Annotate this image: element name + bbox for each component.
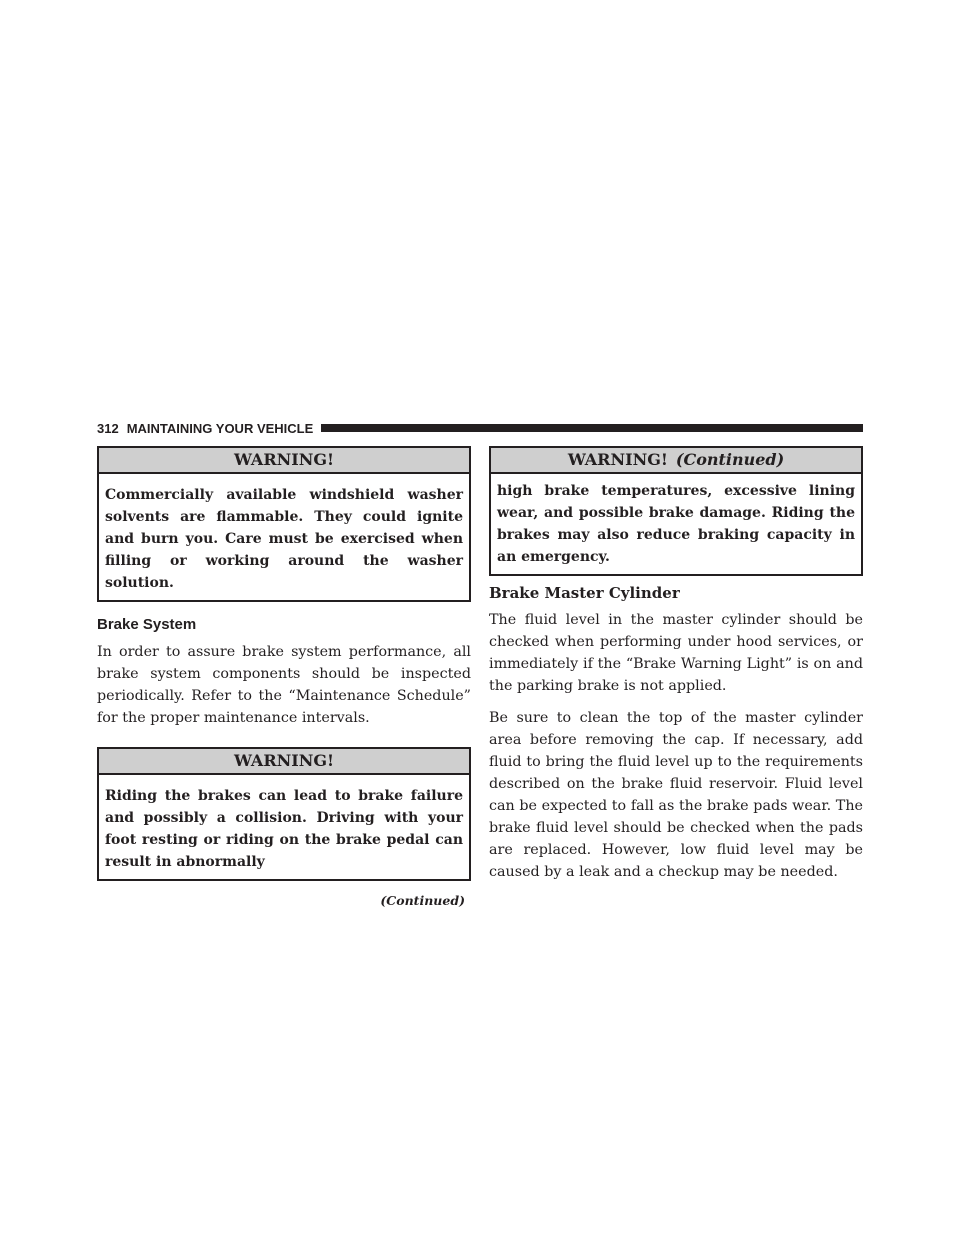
warning-continued-label: (Continued) [675, 450, 785, 469]
continued-label: (Continued) [380, 893, 465, 908]
warning-text: high brake temperatures, excessive lining wear, and possible brake damage. Riding the brakes may also reduce braking capacity in an emergency. [497, 483, 855, 565]
left-column [97, 446, 471, 908]
brake-master-cylinder-heading: Brake Master Cylinder [489, 584, 680, 602]
riding-brakes-warning-continued [489, 446, 863, 576]
master-cylinder-paragraph-2: Be sure to clean the top of the master cylinder area before removing the cap. If necessary, add fluid to bring the fluid level up to the requirements described on the brake fluid reservoir. Fluid level can be expected to fall as the brake pads wear. The brake fluid level should be checked when the pads are replaced. However, low fluid level may be caused by a leak and a checkup may be needed. [489, 710, 863, 880]
page-header [97, 418, 863, 438]
right-column [489, 446, 863, 893]
header-rule [321, 424, 863, 432]
warning-title-text: WARNING! [567, 450, 668, 469]
master-cylinder-paragraph-1: The fluid level in the master cylinder should be checked when performing under hood services, or immediately if the “Brake Warning Light” is on and the parking brake is not applied. [489, 612, 863, 694]
washer-solvent-warning [97, 446, 471, 602]
page-number: 312 [97, 420, 119, 436]
section-title: MAINTAINING YOUR VEHICLE [126, 420, 314, 436]
brake-system-paragraph: In order to assure brake system performance, all brake system components should be inspected periodically. Refer to the “Maintenance Schedule” for the proper maintenance intervals. [97, 644, 471, 726]
warning-title: WARNING! [99, 448, 469, 474]
brake-system-heading: Brake System [97, 616, 197, 633]
warning-text: Riding the brakes can lead to brake failure and possibly a collision. Driving with your foot resting or riding on the brake pedal can result in abnormally [105, 788, 463, 870]
riding-brakes-warning [97, 747, 471, 881]
warning-title: WARNING! [99, 749, 469, 775]
warning-text: Commercially available windshield washer solvents are flammable. They could ignite and burn you. Care must be exercised when filling or working around the washer solution. [105, 487, 463, 591]
warning-title [491, 448, 861, 474]
